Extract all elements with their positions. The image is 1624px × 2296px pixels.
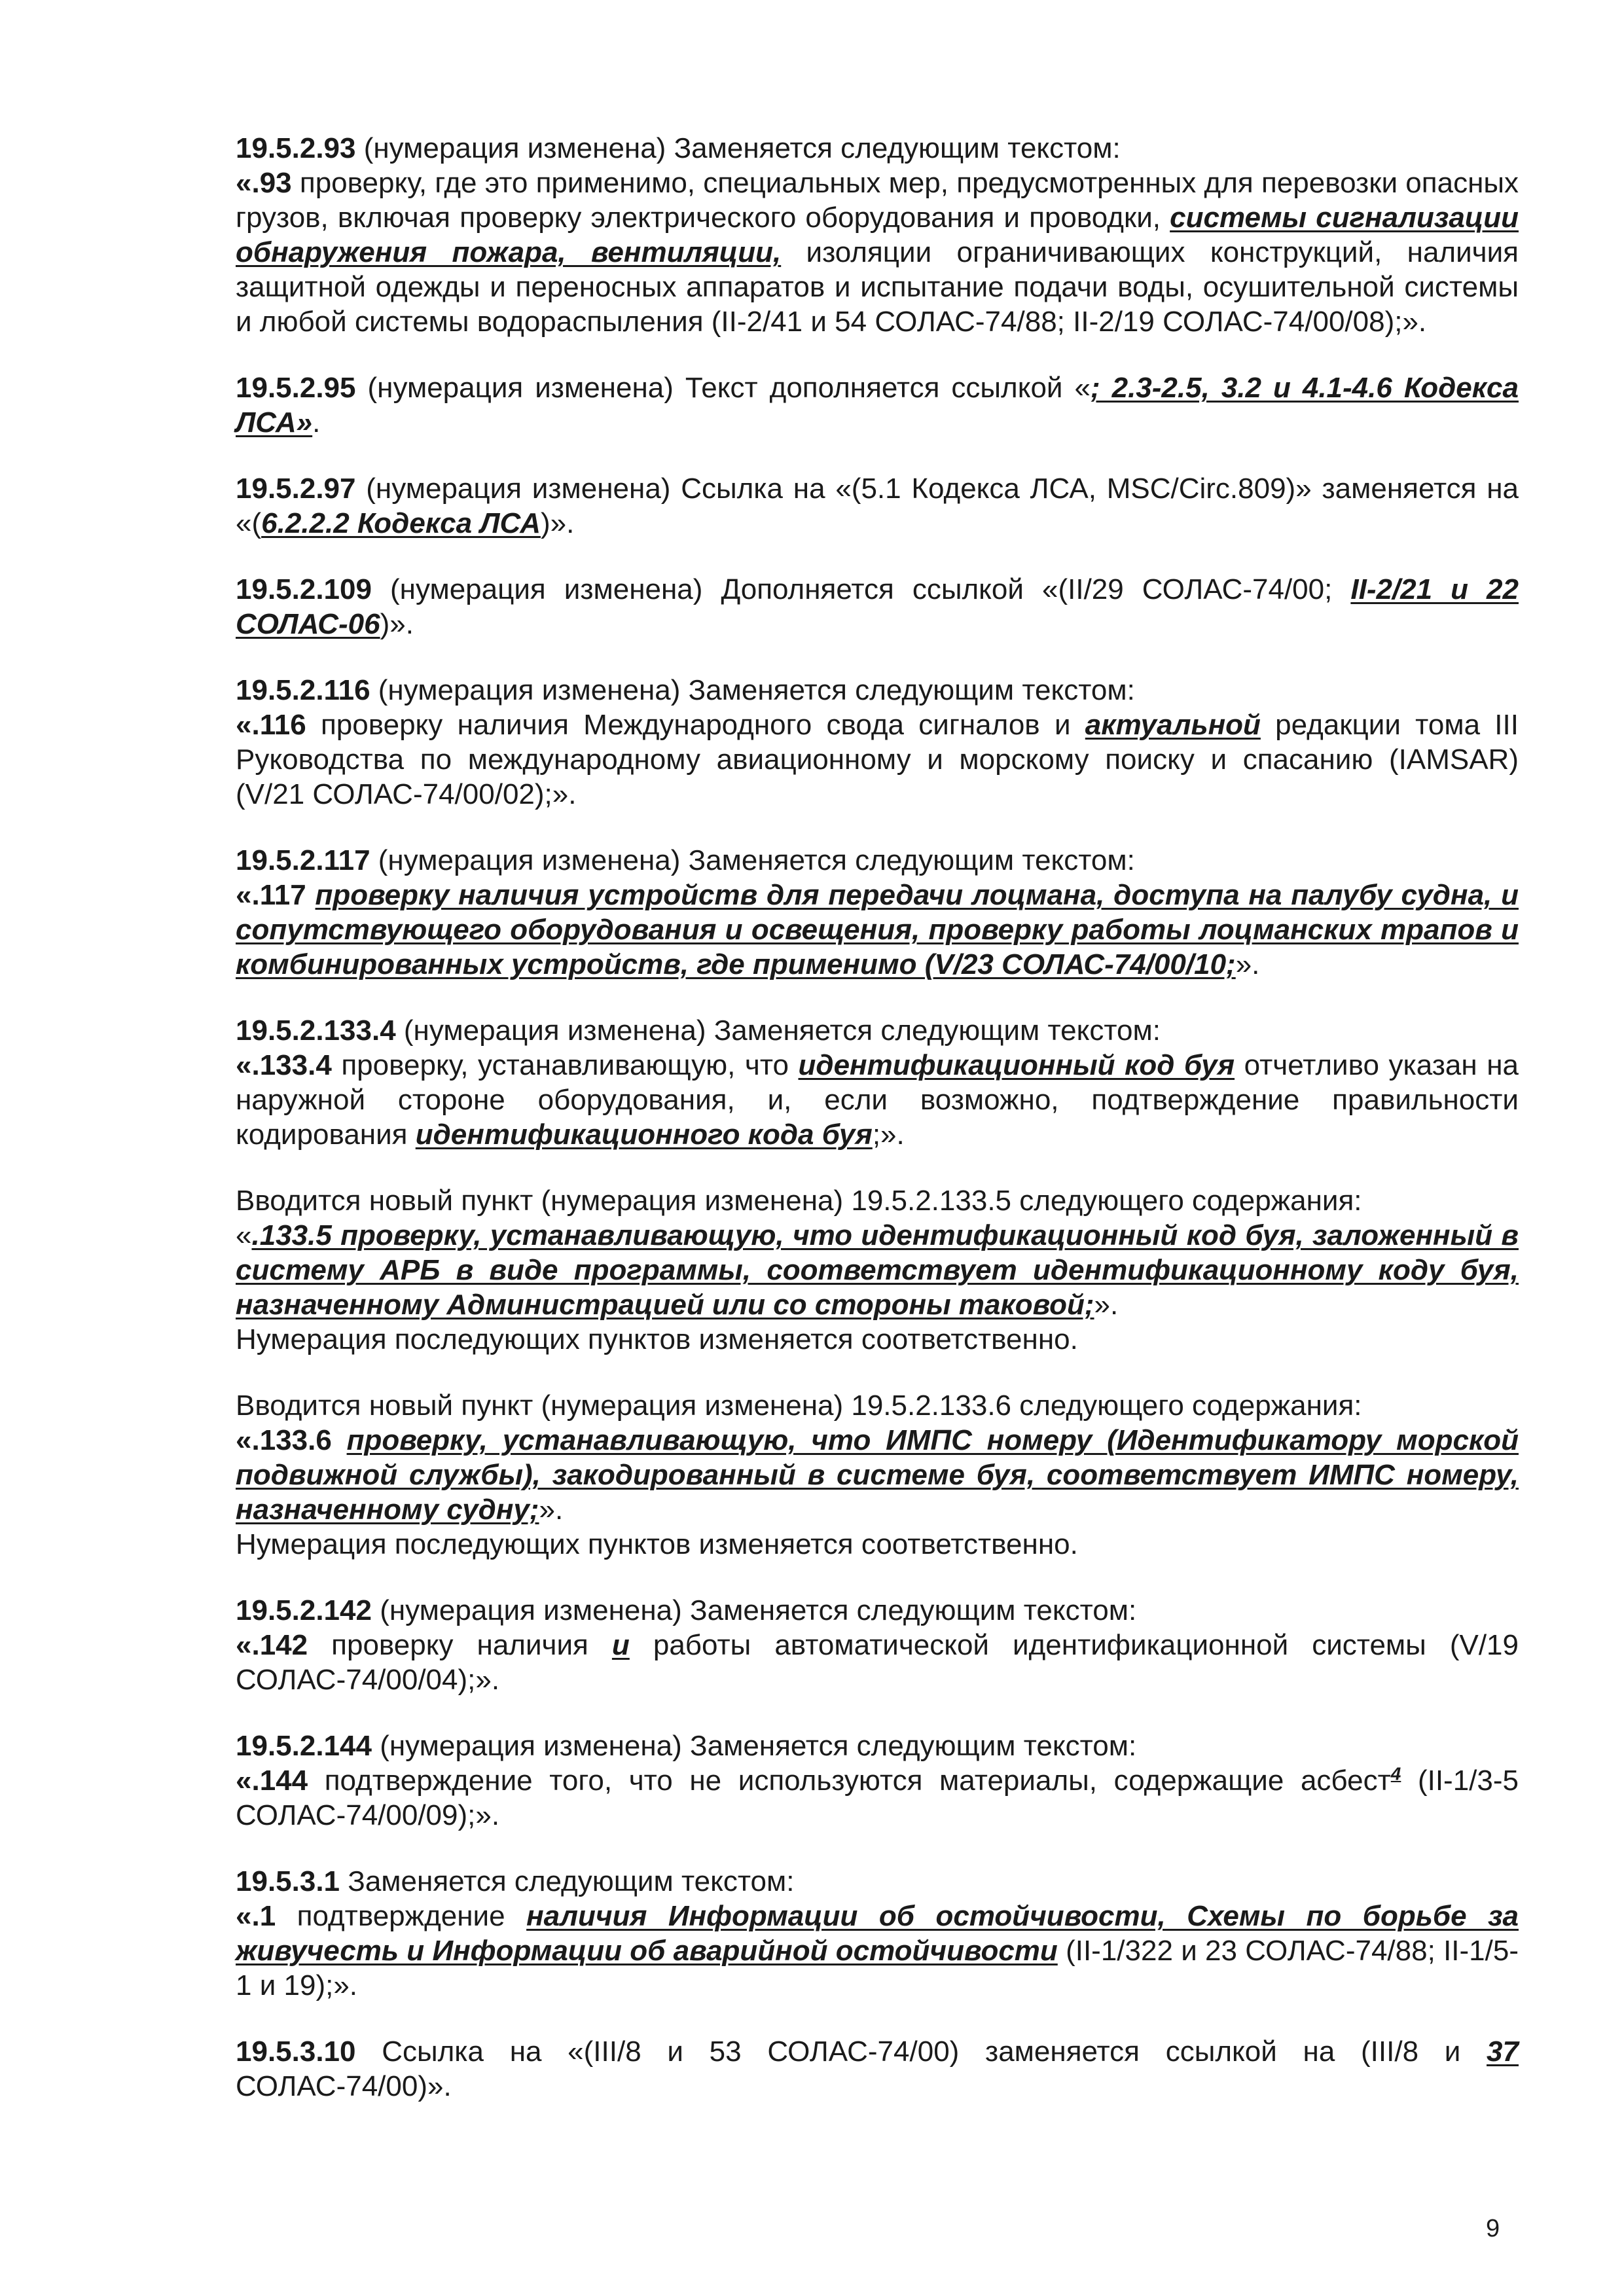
quote-text: проверку наличия Международного свода сигналов и bbox=[306, 709, 1085, 741]
item-heading-text: Заменяется следующим текстом: bbox=[340, 1865, 795, 1897]
quote-text: редакции тома III Руководства по международному авиационному и морскому поиску и спасанию (IAMSAR) (V/21 СОЛАС-74/00/02);». bbox=[236, 709, 1519, 810]
quote-text: ». bbox=[1235, 948, 1260, 980]
item-number: 19.5.3.1 bbox=[236, 1865, 340, 1897]
item-number: 19.5.2.117 bbox=[236, 844, 370, 876]
quote-text: (II-1/3-5 СОЛАС-74/00/09);». bbox=[236, 1765, 1519, 1831]
quote-text: ;». bbox=[872, 1119, 905, 1151]
quote-text: подтверждение bbox=[276, 1900, 527, 1932]
inserted-text: .133.5 проверку, устанавливающую, что идентификационный код буя, заложенный в систему АРБ в виде программы, соответствует идентификационному коду буя, назначенному Администрацией или со стороны таковой; bbox=[236, 1219, 1519, 1321]
section-19-5-3-1 bbox=[236, 1864, 1519, 2003]
item-number: 19.5.2.116 bbox=[236, 674, 370, 706]
document-body bbox=[236, 131, 1519, 2135]
item-number: 19.5.2.133.4 bbox=[236, 1014, 396, 1047]
quote-open: « bbox=[236, 1219, 252, 1251]
quote-number: «.142 bbox=[236, 1629, 308, 1661]
item-text: (нумерация изменена) Текст дополняется ссылкой « bbox=[355, 372, 1091, 404]
inserted-text: проверку, устанавливающую, что ИМПС номеру (Идентификатору морской подвижной службы), закодированный в системе буя, соответствует ИМПС номеру, назначенному судну; bbox=[236, 1424, 1519, 1526]
inserted-text: и bbox=[611, 1629, 630, 1661]
item-number: 19.5.2.93 bbox=[236, 132, 356, 164]
item-number: 19.5.2.144 bbox=[236, 1730, 372, 1762]
inserted-text: системы сигнализации обнаружения пожара, вентиляции, bbox=[236, 202, 1519, 268]
quote-number: «.144 bbox=[236, 1765, 308, 1797]
quote-text: проверку, где это применимо, специальных мер, предусмотренных для перевозки опасных грузов, включая проверку электрического оборудования и проводки, bbox=[236, 167, 1519, 234]
item-heading-text: (нумерация изменена) Заменяется следующим текстом: bbox=[355, 132, 1121, 164]
intro-text: Вводится новый пункт (нумерация изменена) 19.5.2.133.5 следующего содержания: bbox=[236, 1185, 1362, 1217]
quote-close: ». bbox=[1094, 1289, 1119, 1321]
section-19-5-2-133-5 bbox=[236, 1183, 1519, 1357]
section-19-5-2-133-6 bbox=[236, 1388, 1519, 1562]
item-text: )». bbox=[380, 608, 414, 640]
item-text: )». bbox=[540, 507, 575, 539]
inserted-text: II-2/21 и 22 СОЛАС-06 bbox=[236, 573, 1519, 640]
item-number: 19.5.2.95 bbox=[236, 372, 356, 404]
inserted-text: ; 2.3-2.5, 3.2 и 4.1-4.6 Кодекса ЛСА» bbox=[236, 372, 1519, 439]
item-heading-text: (нумерация изменена) Заменяется следующим текстом: bbox=[370, 674, 1135, 706]
item-number: 19.5.2.109 bbox=[236, 573, 372, 605]
quote-close: ». bbox=[539, 1494, 564, 1526]
section-19-5-2-142 bbox=[236, 1593, 1519, 1697]
section-19-5-2-116 bbox=[236, 673, 1519, 812]
item-heading-text: (нумерация изменена) Заменяется следующим текстом: bbox=[370, 844, 1135, 876]
quote-number: «.93 bbox=[236, 167, 292, 199]
renumbering-note: Нумерация последующих пунктов изменяется соответственно. bbox=[236, 1323, 1078, 1355]
quote-text: (II-1/322 и 23 СОЛАС-74/88; II-1/5-1 и 19);». bbox=[236, 1935, 1519, 2001]
item-text: СОЛАС-74/00)». bbox=[236, 2070, 452, 2102]
item-number: 19.5.2.142 bbox=[236, 1594, 372, 1626]
item-heading-text: (нумерация изменена) Заменяется следующим текстом: bbox=[371, 1730, 1137, 1762]
inserted-text: проверку наличия устройств для передачи лоцмана, доступа на палубу судна, и сопутствующего оборудования и освещения, проверку работы лоцманских трапов и комбинированных устройств, где применимо (V/23 СОЛАС-74/00/10; bbox=[236, 879, 1519, 980]
spacer-text bbox=[332, 1424, 347, 1456]
section-19-5-2-133-4 bbox=[236, 1013, 1519, 1152]
inserted-text: 37 bbox=[1487, 2036, 1519, 2068]
quote-text: отчетливо указан на наружной стороне оборудования, и, если возможно, подтверждение правильности кодирования bbox=[236, 1049, 1519, 1151]
spacer-text bbox=[306, 879, 316, 911]
quote-number: «.117 bbox=[236, 879, 306, 911]
quote-number: «.133.4 bbox=[236, 1049, 332, 1081]
inserted-text: актуальной bbox=[1085, 709, 1261, 741]
quote-number: «.133.6 bbox=[236, 1424, 332, 1456]
section-19-5-2-109 bbox=[236, 572, 1519, 641]
item-text: (нумерация изменена) Ссылка на «(5.1 Кодекса ЛСА, MSC/Circ.809)» заменяется на «( bbox=[236, 473, 1519, 539]
intro-text: Вводится новый пункт (нумерация изменена) 19.5.2.133.6 следующего содержания: bbox=[236, 1390, 1362, 1422]
quote-text: изоляции ограничивающих конструкций, наличия защитной одежды и переносных аппаратов и испытание подачи воды, осушительной системы и любой системы водораспыления (II-2/41 и 54 СОЛАС-74/88; II-2/19 СОЛАС-74/00/08);». bbox=[236, 236, 1519, 338]
inserted-text: наличия Информации об остойчивости, Схемы по борьбе за живучесть и Информации об аварийной остойчивости bbox=[236, 1900, 1519, 1967]
item-number: 19.5.2.97 bbox=[236, 473, 356, 505]
section-19-5-2-93 bbox=[236, 131, 1519, 339]
quote-text: подтверждение того, что не используются материалы, содержащие асбест bbox=[308, 1765, 1391, 1797]
inserted-text: идентификационный код буя bbox=[798, 1049, 1235, 1081]
quote-text: проверку наличия bbox=[308, 1629, 612, 1661]
quote-number: «.116 bbox=[236, 709, 306, 741]
section-19-5-2-117 bbox=[236, 843, 1519, 982]
item-heading-text: (нумерация изменена) Заменяется следующим текстом: bbox=[395, 1014, 1161, 1047]
quote-text: проверку, устанавливающую, что bbox=[331, 1049, 799, 1081]
section-19-5-3-10 bbox=[236, 2034, 1519, 2104]
footnote-reference[interactable]: 4 bbox=[1390, 1763, 1401, 1784]
inserted-text: 6.2.2.2 Кодекса ЛСА bbox=[261, 507, 541, 539]
quote-number: «.1 bbox=[236, 1900, 276, 1932]
item-text: . bbox=[312, 406, 321, 439]
item-heading-text: (нумерация изменена) Заменяется следующим текстом: bbox=[371, 1594, 1137, 1626]
inserted-text: идентификационного кода буя bbox=[415, 1119, 873, 1151]
item-text: Ссылка на «(III/8 и 53 СОЛАС-74/00) заменяется ссылкой на (III/8 и bbox=[355, 2036, 1487, 2068]
page-number: 9 bbox=[1486, 2215, 1500, 2242]
section-19-5-2-97 bbox=[236, 471, 1519, 541]
quote-text: работы автоматической идентификационной системы (V/19 СОЛАС-74/00/04);». bbox=[236, 1629, 1519, 1696]
renumbering-note: Нумерация последующих пунктов изменяется соответственно. bbox=[236, 1528, 1078, 1560]
item-text: (нумерация изменена) Дополняется ссылкой «(II/29 СОЛАС-74/00; bbox=[371, 573, 1351, 605]
item-number: 19.5.3.10 bbox=[236, 2036, 356, 2068]
section-19-5-2-144 bbox=[236, 1729, 1519, 1833]
section-19-5-2-95 bbox=[236, 370, 1519, 440]
